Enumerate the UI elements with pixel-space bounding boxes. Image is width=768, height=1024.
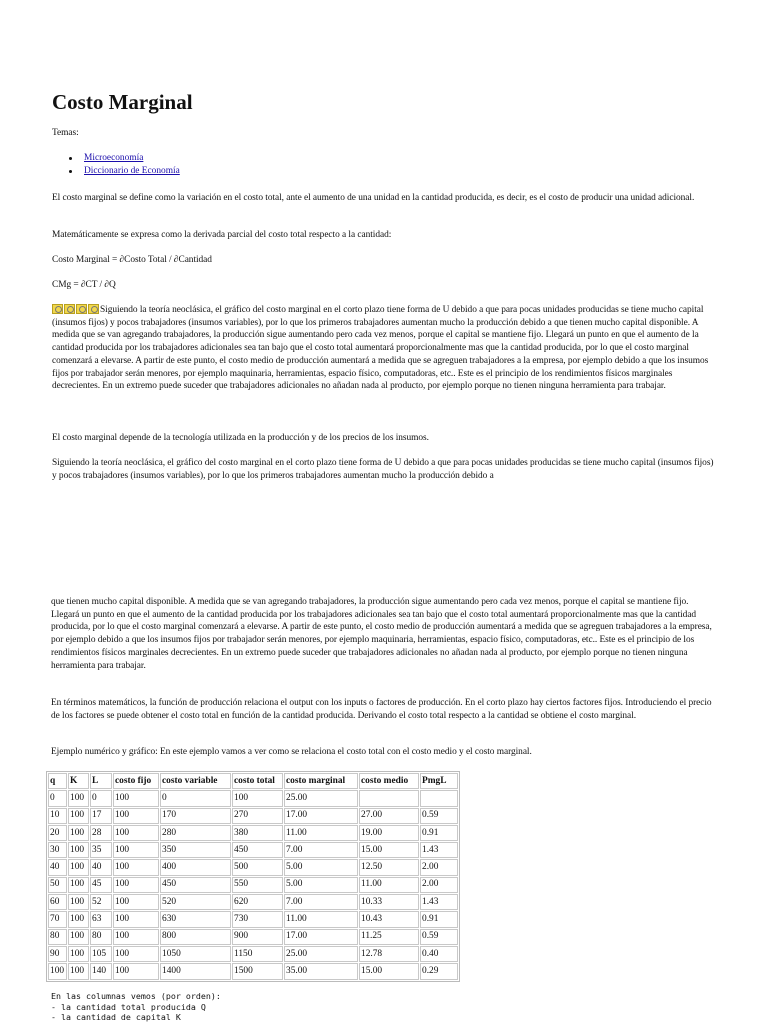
table-cell: 100 xyxy=(68,842,89,858)
table-cell: 100 xyxy=(113,929,159,945)
table-cell: 100 xyxy=(68,911,89,927)
star-icon[interactable] xyxy=(88,304,99,314)
table-cell: 35.00 xyxy=(284,963,358,979)
table-cell: 52 xyxy=(90,894,112,910)
formula-cmg: CMg = ∂CT / ∂Q xyxy=(52,280,116,290)
table-cell: 17.00 xyxy=(284,929,358,945)
list-item xyxy=(52,165,180,178)
table-cell: 10.43 xyxy=(359,911,419,927)
table-row xyxy=(48,911,458,927)
paragraph-neoclassical-1 xyxy=(52,304,720,393)
table-cell: 100 xyxy=(113,808,159,824)
table-cell: 450 xyxy=(160,877,231,893)
table-cell: 11.00 xyxy=(284,825,358,841)
table-cell: 40 xyxy=(48,859,67,875)
table-cell: 1500 xyxy=(232,963,283,979)
table-cell: 28 xyxy=(90,825,112,841)
cost-table xyxy=(46,771,460,982)
table-cell: 100 xyxy=(113,842,159,858)
table-cell: 30 xyxy=(48,842,67,858)
table-header-cell: costo marginal xyxy=(284,773,358,789)
table-header-cell: costo fijo xyxy=(113,773,159,789)
table-cell: 100 xyxy=(113,859,159,875)
table-row xyxy=(48,877,458,893)
paragraph-mathematical: En términos matemáticos, la función de producción relaciona el output con los inputs o factores de producción. En el corto plazo hay ciertos factores fijos. Introduciendo el precio de los factores se puede obtener el costo total en función de la cantidad producida. Derivando el costo total respecto a la cantidad se obtiene el costo marginal. xyxy=(51,698,712,721)
table-cell: 5.00 xyxy=(284,859,358,875)
table-body xyxy=(48,790,458,979)
table-cell: 0.29 xyxy=(420,963,458,979)
table-header-cell: L xyxy=(90,773,112,789)
table-cell: 100 xyxy=(113,825,159,841)
table-cell: 450 xyxy=(232,842,283,858)
paragraph-example: Ejemplo numérico y gráfico: En este ejemplo vamos a ver como se relaciona el costo total con el costo medio y el costo marginal. xyxy=(51,747,532,757)
table-cell: 620 xyxy=(232,894,283,910)
table-row xyxy=(48,929,458,945)
table-cell: 27.00 xyxy=(359,808,419,824)
table-cell: 100 xyxy=(68,963,89,979)
table-cell: 170 xyxy=(160,808,231,824)
star-rating-icon[interactable] xyxy=(52,304,99,314)
table-row xyxy=(48,808,458,824)
table-cell: 100 xyxy=(113,790,159,806)
table-header-cell: K xyxy=(68,773,89,789)
temas-label: Temas: xyxy=(52,128,79,138)
table-cell: 100 xyxy=(113,946,159,962)
table-cell: 100 xyxy=(68,808,89,824)
table-cell: 0.91 xyxy=(420,825,458,841)
table-row xyxy=(48,790,458,806)
paragraph-technology: El costo marginal depende de la tecnología utilizada en la producción y de los precios de los insumos. xyxy=(52,433,429,443)
table-cell: 11.00 xyxy=(359,877,419,893)
table-cell: 550 xyxy=(232,877,283,893)
table-cell: 80 xyxy=(90,929,112,945)
table-cell: 0.59 xyxy=(420,808,458,824)
table-header-cell: costo variable xyxy=(160,773,231,789)
table-cell: 0 xyxy=(160,790,231,806)
table-cell: 1050 xyxy=(160,946,231,962)
table-cell: 1400 xyxy=(160,963,231,979)
table-cell: 15.00 xyxy=(359,842,419,858)
table-cell: 12.50 xyxy=(359,859,419,875)
table-cell: 25.00 xyxy=(284,790,358,806)
star-icon[interactable] xyxy=(64,304,75,314)
table-cell: 1.43 xyxy=(420,842,458,858)
table-cell: 100 xyxy=(68,946,89,962)
table-cell: 100 xyxy=(68,877,89,893)
table-cell: 45 xyxy=(90,877,112,893)
table-cell: 63 xyxy=(90,911,112,927)
table-cell: 500 xyxy=(232,859,283,875)
star-icon[interactable] xyxy=(52,304,63,314)
table-row xyxy=(48,842,458,858)
table-cell: 400 xyxy=(160,859,231,875)
table-cell: 140 xyxy=(90,963,112,979)
table-cell xyxy=(420,790,458,806)
table-cell: 270 xyxy=(232,808,283,824)
table-header-cell: costo medio xyxy=(359,773,419,789)
table-cell: 100 xyxy=(68,894,89,910)
table-header-cell: PmgL xyxy=(420,773,458,789)
table-cell xyxy=(359,790,419,806)
table-cell: 90 xyxy=(48,946,67,962)
star-icon[interactable] xyxy=(76,304,87,314)
table-row xyxy=(48,825,458,841)
paragraph-neoclassical-2-cont: que tienen mucho capital disponible. A medida que se van agregando trabajadores, la producción sigue aumentando pero cada vez menos, porque el capital se mantiene fijo. Llegará un punto en que el aumento de la cantidad producida por los trabajadores adicionales sea tan bajo que el costo total aumentará proporcionalmente mas que la cantidad producida, por lo que el costo marginal comenzará a elevarse. A partir de este punto, el costo medio de producción aumentará a medida que se agreguen trabajadores a la empresa, por ejemplo debido a que los insumos fijos por trabajador serán menores, por ejemplo maquinaria, herramientas, espacio físico, computadoras, etc.. Este es el principio de los rendimientos físicos marginales decrecientes. En un extremo puede suceder que trabajadores adicionales no añadan nada al producto, por ejemplo porque no tienen ninguna herramienta para trabajar. xyxy=(51,597,712,671)
table-cell: 20 xyxy=(48,825,67,841)
table-cell: 80 xyxy=(48,929,67,945)
table-cell: 7.00 xyxy=(284,894,358,910)
table-cell: 2.00 xyxy=(420,859,458,875)
table-cell: 105 xyxy=(90,946,112,962)
table-cell: 100 xyxy=(68,790,89,806)
table-cell: 0.40 xyxy=(420,946,458,962)
table-cell: 17.00 xyxy=(284,808,358,824)
table-cell: 1.43 xyxy=(420,894,458,910)
table-cell: 100 xyxy=(232,790,283,806)
table-cell: 0.91 xyxy=(420,911,458,927)
table-cell: 0 xyxy=(48,790,67,806)
table-cell: 11.00 xyxy=(284,911,358,927)
notes-block xyxy=(51,991,221,1023)
table-header-row xyxy=(48,773,458,789)
table-cell: 15.00 xyxy=(359,963,419,979)
table-cell: 5.00 xyxy=(284,877,358,893)
notes-line: - la cantidad total producida Q xyxy=(51,1001,206,1012)
table-cell: 100 xyxy=(113,963,159,979)
table-cell: 0 xyxy=(90,790,112,806)
table-cell: 7.00 xyxy=(284,842,358,858)
table-cell: 70 xyxy=(48,911,67,927)
table-cell: 800 xyxy=(160,929,231,945)
list-item xyxy=(52,152,180,165)
table-cell: 50 xyxy=(48,877,67,893)
paragraph-math-intro: Matemáticamente se expresa como la derivada parcial del costo total respecto a la cantidad: xyxy=(52,230,392,240)
table-header-cell: costo total xyxy=(232,773,283,789)
table-cell: 380 xyxy=(232,825,283,841)
table-cell: 630 xyxy=(160,911,231,927)
table-cell: 35 xyxy=(90,842,112,858)
table-cell: 60 xyxy=(48,894,67,910)
table-cell: 280 xyxy=(160,825,231,841)
table-cell: 900 xyxy=(232,929,283,945)
table-cell: 0.59 xyxy=(420,929,458,945)
table-cell: 10 xyxy=(48,808,67,824)
paragraph-definition: El costo marginal se define como la variación en el costo total, ante el aumento de una unidad en la cantidad producida, es decir, es el costo de producir una unidad adicional. xyxy=(52,193,695,203)
formula-costo-marginal: Costo Marginal = ∂Costo Total / ∂Cantidad xyxy=(52,255,212,265)
table-cell: 100 xyxy=(113,877,159,893)
table-header-cell: q xyxy=(48,773,67,789)
page-title: Costo Marginal xyxy=(52,90,193,114)
notes-line: En las columnas vemos (por orden): xyxy=(51,991,221,1001)
table-cell: 12.78 xyxy=(359,946,419,962)
paragraph-neoclassical-2: Siguiendo la teoría neoclásica, el gráfico del costo marginal en el corto plazo tiene forma de U debido a que para pocas unidades producidas se tiene mucho capital (insumos fijos) y pocos trabajadores (insumos variables), por lo que los primeros trabajadores aumentan mucho la producción debido a xyxy=(52,458,714,481)
table-cell: 11.25 xyxy=(359,929,419,945)
table-cell: 1150 xyxy=(232,946,283,962)
table-row xyxy=(48,946,458,962)
table-cell: 25.00 xyxy=(284,946,358,962)
table-cell: 19.00 xyxy=(359,825,419,841)
table-cell: 17 xyxy=(90,808,112,824)
temas-list xyxy=(52,152,180,177)
table-cell: 10.33 xyxy=(359,894,419,910)
link-diccionario-economia[interactable]: Diccionario de Economía xyxy=(84,165,180,176)
notes-line: - la cantidad de capital K xyxy=(51,1012,181,1022)
table-cell: 40 xyxy=(90,859,112,875)
table-cell: 100 xyxy=(113,894,159,910)
table-cell: 730 xyxy=(232,911,283,927)
table-cell: 100 xyxy=(48,963,67,979)
table-cell: 100 xyxy=(68,859,89,875)
link-microeconomia[interactable]: Microeconomía xyxy=(84,153,144,163)
paragraph-neoclassical-1-text: Siguiendo la teoría neoclásica, el gráfico del costo marginal en el corto plazo tiene forma de U debido a que para pocas unidades producidas se tiene mucho capital (insumos fijos) y pocos trabajadores (insumos variables), por lo que los primeros trabajadores aumentan mucho la producción debido a que tienen mucho capital disponible. A medida que se van agregando trabajadores, la producción sigue aumentando pero cada vez menos, porque el capital se mantiene fijo. Llegará un punto en que el aumento de la cantidad producida por los trabajadores adicionales sea tan bajo que el costo total aumentará proporcionalmente mas que la cantidad producida, por lo que el costo marginal comenzará a elevarse. A partir de este punto, el costo medio de producción aumentará a medida que se agreguen trabajadores a la empresa, por ejemplo debido a que los insumos fijos por trabajador serán menores, por ejemplo maquinaria, herramientas, espacio físico, computadoras, etc.. Este es el principio de los rendimientos físicos marginales decrecientes. En un extremo puede suceder que trabajadores adicionales no añadan nada al producto, por ejemplo porque no tienen ninguna herramienta para trabajar. xyxy=(52,305,709,392)
table-row xyxy=(48,894,458,910)
table-row xyxy=(48,859,458,875)
table-cell: 2.00 xyxy=(420,877,458,893)
table-cell: 350 xyxy=(160,842,231,858)
table-cell: 100 xyxy=(113,911,159,927)
table-row xyxy=(48,963,458,979)
table-cell: 100 xyxy=(68,929,89,945)
table-cell: 520 xyxy=(160,894,231,910)
table-cell: 100 xyxy=(68,825,89,841)
